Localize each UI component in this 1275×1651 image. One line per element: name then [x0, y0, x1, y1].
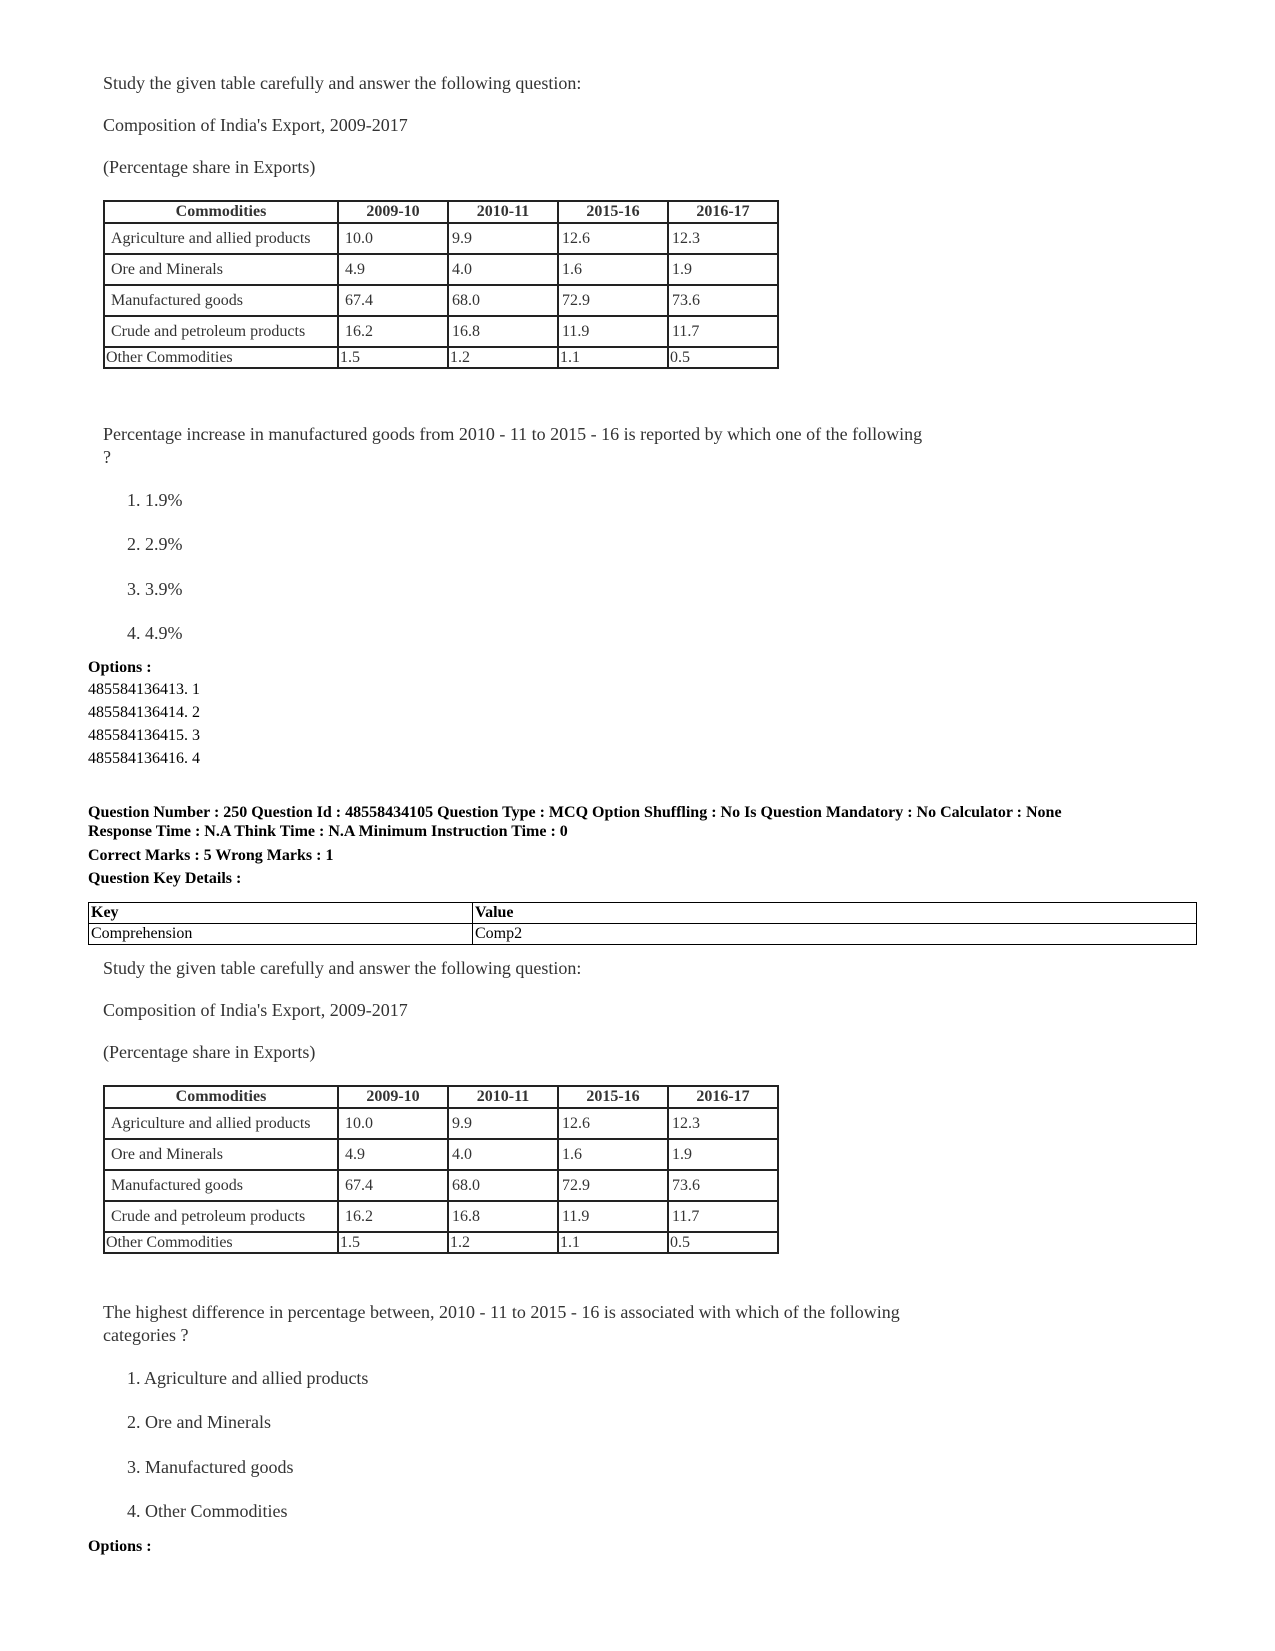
table-subtitle: (Percentage share in Exports) — [103, 1042, 316, 1062]
option-id: 485584136416. 4 — [88, 750, 200, 767]
table-cell: 72.9 — [558, 285, 668, 316]
table-cell: 72.9 — [558, 1170, 668, 1201]
header-cell: 2010-11 — [448, 201, 558, 223]
table-row — [104, 285, 778, 316]
options-label: Options : — [88, 1538, 152, 1555]
header-cell: 2009-10 — [338, 1086, 448, 1108]
table-row — [104, 1232, 778, 1253]
table-cell: 73.6 — [668, 285, 778, 316]
table-cell: Crude and petroleum products — [104, 316, 338, 347]
table-cell: Other Commodities — [104, 347, 338, 368]
table-row — [104, 223, 778, 254]
table-row — [104, 347, 778, 368]
table-header-row — [104, 201, 778, 223]
table-cell: 4.9 — [338, 1139, 448, 1170]
table-cell: 12.6 — [558, 223, 668, 254]
table-cell: 10.0 — [338, 1108, 448, 1139]
table-cell: 0.5 — [668, 1232, 778, 1253]
table-cell: 9.9 — [448, 223, 558, 254]
marks-line: Correct Marks : 5 Wrong Marks : 1 — [88, 847, 334, 864]
table-cell: 1.9 — [668, 1139, 778, 1170]
question-text: Percentage increase in manufactured goods from 2010 - 11 to 2015 - 16 is reported by which one of the following ? — [103, 424, 923, 467]
header-cell: 2015-16 — [558, 1086, 668, 1108]
answer-choice: 4. 4.9% — [127, 623, 183, 643]
table-cell: 1.6 — [558, 1139, 668, 1170]
kv-key: Comprehension — [89, 924, 473, 945]
table-header-row — [104, 1086, 778, 1108]
kv-header-row — [89, 903, 1197, 924]
table-cell: 16.2 — [338, 316, 448, 347]
table-row — [104, 254, 778, 285]
table-cell: 16.2 — [338, 1201, 448, 1232]
table-cell: 4.0 — [448, 254, 558, 285]
table-row — [104, 1139, 778, 1170]
table-cell: 1.2 — [448, 1232, 558, 1253]
table-cell: Manufactured goods — [104, 1170, 338, 1201]
answer-choice: 2. 2.9% — [127, 534, 183, 554]
table-cell: 1.1 — [558, 347, 668, 368]
table-cell: Agriculture and allied products — [104, 223, 338, 254]
header-cell: 2015-16 — [558, 201, 668, 223]
table-cell: 11.9 — [558, 1201, 668, 1232]
question-meta-line: Response Time : N.A Think Time : N.A Minimum Instruction Time : 0 — [88, 823, 568, 840]
table-title: Composition of India's Export, 2009-2017 — [103, 1000, 408, 1020]
table-cell: 1.6 — [558, 254, 668, 285]
option-id: 485584136414. 2 — [88, 704, 200, 721]
answer-choice: 1. 1.9% — [127, 490, 183, 510]
table-cell: 67.4 — [338, 1170, 448, 1201]
key-details-label: Question Key Details : — [88, 870, 242, 887]
answer-choice: 3. Manufactured goods — [127, 1457, 294, 1477]
table-cell: 12.3 — [668, 223, 778, 254]
table-cell: Other Commodities — [104, 1232, 338, 1253]
kv-header-value: Value — [473, 903, 1197, 924]
table-row — [104, 316, 778, 347]
options-label: Options : — [88, 659, 152, 676]
table-subtitle: (Percentage share in Exports) — [103, 157, 316, 177]
table-cell: 1.5 — [338, 1232, 448, 1253]
table-cell: Crude and petroleum products — [104, 1201, 338, 1232]
export-composition-table — [103, 200, 779, 369]
table-cell: 11.7 — [668, 316, 778, 347]
table-cell: 11.9 — [558, 316, 668, 347]
table-cell: 12.6 — [558, 1108, 668, 1139]
header-cell: Commodities — [104, 201, 338, 223]
table-cell: 10.0 — [338, 223, 448, 254]
table-cell: 11.7 — [668, 1201, 778, 1232]
table-cell: 4.9 — [338, 254, 448, 285]
table-cell: 68.0 — [448, 1170, 558, 1201]
header-cell: 2009-10 — [338, 201, 448, 223]
table-cell: 16.8 — [448, 1201, 558, 1232]
table-cell: 4.0 — [448, 1139, 558, 1170]
table-row — [104, 1201, 778, 1232]
answer-choice: 2. Ore and Minerals — [127, 1412, 271, 1432]
kv-row — [89, 924, 1197, 945]
table-row — [104, 1170, 778, 1201]
question-text: The highest difference in percentage between, 2010 - 11 to 2015 - 16 is associated with which of the following categories ? — [103, 1302, 900, 1345]
header-cell: Commodities — [104, 1086, 338, 1108]
table-cell: 9.9 — [448, 1108, 558, 1139]
option-id: 485584136413. 1 — [88, 681, 200, 698]
answer-choice: 3. 3.9% — [127, 579, 183, 599]
table-title: Composition of India's Export, 2009-2017 — [103, 115, 408, 135]
kv-header-key: Key — [89, 903, 473, 924]
table-cell: 68.0 — [448, 285, 558, 316]
export-composition-table — [103, 1085, 779, 1254]
kv-value: Comp2 — [473, 924, 1197, 945]
header-cell: 2016-17 — [668, 201, 778, 223]
answer-choice: 4. Other Commodities — [127, 1501, 288, 1521]
table-cell: 16.8 — [448, 316, 558, 347]
table-cell: 1.5 — [338, 347, 448, 368]
table-cell: 0.5 — [668, 347, 778, 368]
table-cell: 67.4 — [338, 285, 448, 316]
instruction-text: Study the given table carefully and answer the following question: — [103, 958, 582, 978]
table-cell: 12.3 — [668, 1108, 778, 1139]
table-row — [104, 1108, 778, 1139]
instruction-text: Study the given table carefully and answer the following question: — [103, 73, 582, 93]
table-cell: Manufactured goods — [104, 285, 338, 316]
table-cell: Ore and Minerals — [104, 1139, 338, 1170]
table-cell: Ore and Minerals — [104, 254, 338, 285]
table-cell: 1.1 — [558, 1232, 668, 1253]
table-cell: Agriculture and allied products — [104, 1108, 338, 1139]
question-meta-line: Question Number : 250 Question Id : 48558434105 Question Type : MCQ Option Shuffling : No Is Question Mandatory : No Calculator : None — [88, 804, 1062, 821]
option-id: 485584136415. 3 — [88, 727, 200, 744]
table-cell: 1.9 — [668, 254, 778, 285]
header-cell: 2010-11 — [448, 1086, 558, 1108]
header-cell: 2016-17 — [668, 1086, 778, 1108]
key-value-table — [88, 902, 1197, 945]
table-cell: 73.6 — [668, 1170, 778, 1201]
answer-choice: 1. Agriculture and allied products — [127, 1368, 369, 1388]
table-cell: 1.2 — [448, 347, 558, 368]
